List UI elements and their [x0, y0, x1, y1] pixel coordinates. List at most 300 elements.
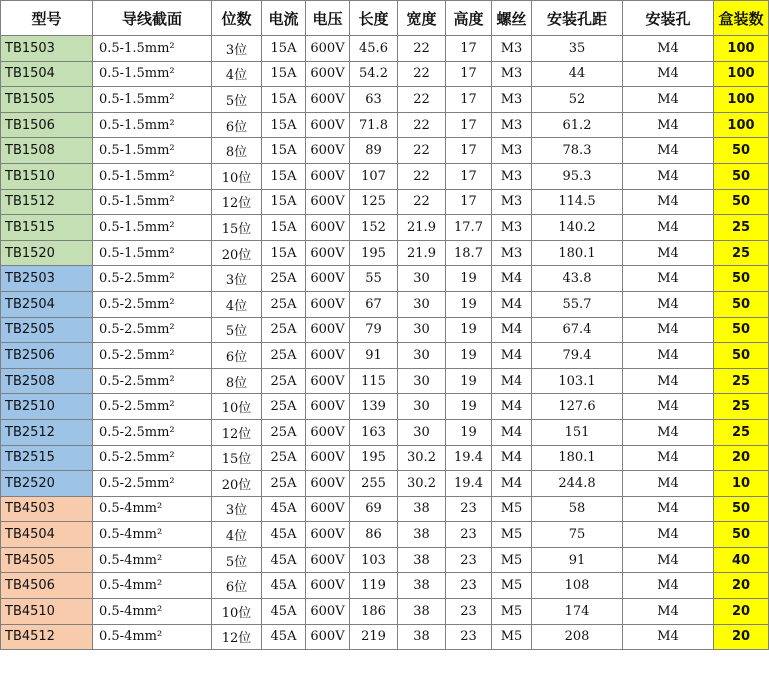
table-row: [1, 368, 769, 394]
cell-width: 38: [398, 599, 446, 625]
cell-height: 19.4: [446, 445, 492, 471]
cell-voltage: 600V: [306, 87, 350, 113]
cell-screw: M4: [492, 317, 532, 343]
cell-box-quantity: 50: [714, 317, 769, 343]
cell-model: TB1510: [1, 163, 93, 189]
cell-height: 17: [446, 163, 492, 189]
cell-height: 23: [446, 624, 492, 650]
cell-positions: 6位: [212, 573, 262, 599]
cell-box-quantity: 25: [714, 215, 769, 241]
cell-model: TB4510: [1, 599, 93, 625]
cell-positions: 4位: [212, 291, 262, 317]
cell-mount-hole: M4: [623, 624, 714, 650]
cell-positions: 6位: [212, 112, 262, 138]
cell-wire-section: 0.5-4mm²: [93, 624, 212, 650]
cell-model: TB1520: [1, 240, 93, 266]
cell-mount-hole-pitch: 44: [532, 61, 623, 87]
table-row: [1, 240, 769, 266]
cell-voltage: 600V: [306, 138, 350, 164]
cell-box-quantity: 25: [714, 240, 769, 266]
cell-screw: M4: [492, 471, 532, 497]
cell-mount-hole: M4: [623, 445, 714, 471]
cell-wire-section: 0.5-4mm²: [93, 522, 212, 548]
cell-box-quantity: 20: [714, 624, 769, 650]
cell-mount-hole: M4: [623, 419, 714, 445]
cell-width: 30: [398, 368, 446, 394]
cell-mount-hole-pitch: 103.1: [532, 368, 623, 394]
cell-mount-hole-pitch: 58: [532, 496, 623, 522]
cell-box-quantity: 25: [714, 394, 769, 420]
cell-voltage: 600V: [306, 61, 350, 87]
cell-width: 22: [398, 138, 446, 164]
cell-voltage: 600V: [306, 522, 350, 548]
cell-screw: M4: [492, 266, 532, 292]
cell-screw: M3: [492, 189, 532, 215]
cell-screw: M4: [492, 419, 532, 445]
cell-mount-hole-pitch: 75: [532, 522, 623, 548]
cell-voltage: 600V: [306, 445, 350, 471]
cell-mount-hole-pitch: 127.6: [532, 394, 623, 420]
cell-screw: M4: [492, 343, 532, 369]
cell-model: TB4506: [1, 573, 93, 599]
table-row: [1, 291, 769, 317]
cell-voltage: 600V: [306, 394, 350, 420]
cell-box-quantity: 50: [714, 343, 769, 369]
cell-length: 54.2: [350, 61, 398, 87]
header-screw: 螺丝: [492, 1, 532, 36]
cell-voltage: 600V: [306, 291, 350, 317]
cell-model: TB4504: [1, 522, 93, 548]
cell-positions: 12位: [212, 419, 262, 445]
cell-height: 19: [446, 317, 492, 343]
cell-width: 38: [398, 496, 446, 522]
cell-mount-hole: M4: [623, 599, 714, 625]
cell-wire-section: 0.5-1.5mm²: [93, 163, 212, 189]
cell-current: 25A: [262, 317, 306, 343]
cell-box-quantity: 100: [714, 36, 769, 62]
cell-current: 45A: [262, 624, 306, 650]
cell-box-quantity: 10: [714, 471, 769, 497]
cell-height: 17: [446, 36, 492, 62]
cell-mount-hole: M4: [623, 112, 714, 138]
cell-box-quantity: 20: [714, 599, 769, 625]
cell-model: TB1506: [1, 112, 93, 138]
cell-screw: M5: [492, 522, 532, 548]
header-mount-hole-pitch: 安装孔距: [532, 1, 623, 36]
cell-length: 86: [350, 522, 398, 548]
cell-height: 17: [446, 112, 492, 138]
cell-width: 38: [398, 624, 446, 650]
cell-mount-hole: M4: [623, 36, 714, 62]
cell-box-quantity: 40: [714, 547, 769, 573]
cell-length: 125: [350, 189, 398, 215]
table-row: [1, 394, 769, 420]
cell-current: 25A: [262, 394, 306, 420]
cell-current: 25A: [262, 419, 306, 445]
header-wire-section: 导线截面: [93, 1, 212, 36]
cell-voltage: 600V: [306, 112, 350, 138]
cell-width: 30: [398, 394, 446, 420]
header-model: 型号: [1, 1, 93, 36]
cell-length: 152: [350, 215, 398, 241]
cell-screw: M3: [492, 138, 532, 164]
cell-model: TB2512: [1, 419, 93, 445]
cell-voltage: 600V: [306, 419, 350, 445]
cell-voltage: 600V: [306, 317, 350, 343]
cell-height: 19: [446, 368, 492, 394]
cell-wire-section: 0.5-2.5mm²: [93, 266, 212, 292]
cell-screw: M3: [492, 61, 532, 87]
cell-mount-hole: M4: [623, 496, 714, 522]
cell-mount-hole: M4: [623, 138, 714, 164]
cell-length: 115: [350, 368, 398, 394]
cell-voltage: 600V: [306, 240, 350, 266]
table-row: [1, 522, 769, 548]
cell-mount-hole-pitch: 78.3: [532, 138, 623, 164]
cell-voltage: 600V: [306, 266, 350, 292]
cell-current: 45A: [262, 599, 306, 625]
cell-length: 103: [350, 547, 398, 573]
cell-wire-section: 0.5-1.5mm²: [93, 138, 212, 164]
cell-positions: 6位: [212, 343, 262, 369]
cell-height: 19.4: [446, 471, 492, 497]
cell-length: 195: [350, 240, 398, 266]
cell-wire-section: 0.5-2.5mm²: [93, 394, 212, 420]
table-row: [1, 61, 769, 87]
cell-screw: M3: [492, 112, 532, 138]
cell-box-quantity: 100: [714, 61, 769, 87]
table-row: [1, 547, 769, 573]
table-row: [1, 317, 769, 343]
cell-wire-section: 0.5-4mm²: [93, 599, 212, 625]
cell-screw: M3: [492, 215, 532, 241]
cell-width: 38: [398, 547, 446, 573]
cell-model: TB2508: [1, 368, 93, 394]
cell-positions: 20位: [212, 240, 262, 266]
cell-mount-hole-pitch: 174: [532, 599, 623, 625]
cell-model: TB1505: [1, 87, 93, 113]
cell-width: 22: [398, 189, 446, 215]
cell-height: 17: [446, 138, 492, 164]
cell-height: 19: [446, 343, 492, 369]
table-row: [1, 496, 769, 522]
cell-mount-hole-pitch: 108: [532, 573, 623, 599]
cell-voltage: 600V: [306, 624, 350, 650]
cell-width: 30: [398, 291, 446, 317]
table-row: [1, 343, 769, 369]
cell-screw: M4: [492, 291, 532, 317]
cell-length: 107: [350, 163, 398, 189]
cell-voltage: 600V: [306, 189, 350, 215]
cell-current: 15A: [262, 112, 306, 138]
header-voltage: 电压: [306, 1, 350, 36]
cell-mount-hole: M4: [623, 215, 714, 241]
cell-current: 25A: [262, 291, 306, 317]
cell-positions: 5位: [212, 317, 262, 343]
cell-mount-hole-pitch: 52: [532, 87, 623, 113]
cell-voltage: 600V: [306, 547, 350, 573]
cell-width: 30: [398, 266, 446, 292]
cell-model: TB4505: [1, 547, 93, 573]
cell-mount-hole-pitch: 114.5: [532, 189, 623, 215]
header-width: 宽度: [398, 1, 446, 36]
cell-box-quantity: 50: [714, 522, 769, 548]
table-row: [1, 599, 769, 625]
cell-positions: 3位: [212, 496, 262, 522]
cell-model: TB2515: [1, 445, 93, 471]
cell-model: TB2503: [1, 266, 93, 292]
cell-box-quantity: 50: [714, 163, 769, 189]
cell-mount-hole: M4: [623, 189, 714, 215]
cell-box-quantity: 50: [714, 189, 769, 215]
cell-positions: 5位: [212, 87, 262, 113]
cell-box-quantity: 20: [714, 445, 769, 471]
cell-screw: M5: [492, 547, 532, 573]
cell-mount-hole: M4: [623, 343, 714, 369]
header-positions: 位数: [212, 1, 262, 36]
cell-wire-section: 0.5-2.5mm²: [93, 368, 212, 394]
table-row: [1, 87, 769, 113]
cell-mount-hole: M4: [623, 266, 714, 292]
cell-positions: 4位: [212, 522, 262, 548]
cell-positions: 15位: [212, 215, 262, 241]
cell-screw: M3: [492, 36, 532, 62]
cell-current: 25A: [262, 445, 306, 471]
cell-current: 25A: [262, 343, 306, 369]
cell-current: 15A: [262, 189, 306, 215]
cell-positions: 12位: [212, 189, 262, 215]
cell-mount-hole-pitch: 67.4: [532, 317, 623, 343]
cell-model: TB2504: [1, 291, 93, 317]
cell-width: 22: [398, 61, 446, 87]
cell-mount-hole-pitch: 35: [532, 36, 623, 62]
cell-voltage: 600V: [306, 163, 350, 189]
cell-height: 17.7: [446, 215, 492, 241]
cell-mount-hole-pitch: 180.1: [532, 445, 623, 471]
cell-length: 67: [350, 291, 398, 317]
cell-width: 38: [398, 573, 446, 599]
cell-mount-hole: M4: [623, 522, 714, 548]
cell-width: 21.9: [398, 240, 446, 266]
cell-voltage: 600V: [306, 368, 350, 394]
header-height: 高度: [446, 1, 492, 36]
cell-positions: 3位: [212, 36, 262, 62]
cell-mount-hole-pitch: 79.4: [532, 343, 623, 369]
cell-wire-section: 0.5-1.5mm²: [93, 61, 212, 87]
cell-height: 23: [446, 522, 492, 548]
cell-length: 63: [350, 87, 398, 113]
cell-positions: 20位: [212, 471, 262, 497]
cell-height: 18.7: [446, 240, 492, 266]
cell-box-quantity: 25: [714, 419, 769, 445]
cell-mount-hole: M4: [623, 240, 714, 266]
cell-current: 45A: [262, 496, 306, 522]
cell-height: 23: [446, 599, 492, 625]
table-row: [1, 163, 769, 189]
cell-mount-hole-pitch: 180.1: [532, 240, 623, 266]
cell-positions: 8位: [212, 138, 262, 164]
cell-width: 22: [398, 36, 446, 62]
cell-positions: 3位: [212, 266, 262, 292]
cell-positions: 4位: [212, 61, 262, 87]
table-row: [1, 573, 769, 599]
cell-voltage: 600V: [306, 36, 350, 62]
cell-mount-hole: M4: [623, 368, 714, 394]
cell-wire-section: 0.5-1.5mm²: [93, 112, 212, 138]
cell-model: TB2520: [1, 471, 93, 497]
cell-length: 71.8: [350, 112, 398, 138]
cell-mount-hole-pitch: 208: [532, 624, 623, 650]
cell-box-quantity: 100: [714, 112, 769, 138]
table-row: [1, 266, 769, 292]
table-row: [1, 138, 769, 164]
cell-voltage: 600V: [306, 471, 350, 497]
cell-mount-hole-pitch: 61.2: [532, 112, 623, 138]
cell-length: 69: [350, 496, 398, 522]
cell-length: 139: [350, 394, 398, 420]
cell-mount-hole: M4: [623, 547, 714, 573]
cell-mount-hole: M4: [623, 163, 714, 189]
table-row: [1, 112, 769, 138]
cell-height: 17: [446, 87, 492, 113]
cell-width: 30.2: [398, 471, 446, 497]
cell-current: 15A: [262, 215, 306, 241]
cell-length: 45.6: [350, 36, 398, 62]
cell-width: 22: [398, 112, 446, 138]
cell-mount-hole: M4: [623, 471, 714, 497]
header-current: 电流: [262, 1, 306, 36]
cell-wire-section: 0.5-1.5mm²: [93, 215, 212, 241]
cell-height: 19: [446, 266, 492, 292]
cell-screw: M5: [492, 599, 532, 625]
cell-model: TB4512: [1, 624, 93, 650]
cell-screw: M4: [492, 368, 532, 394]
cell-height: 19: [446, 291, 492, 317]
cell-mount-hole: M4: [623, 573, 714, 599]
cell-wire-section: 0.5-2.5mm²: [93, 291, 212, 317]
cell-positions: 10位: [212, 599, 262, 625]
cell-model: TB1508: [1, 138, 93, 164]
cell-mount-hole-pitch: 43.8: [532, 266, 623, 292]
header-mount-hole: 安装孔: [623, 1, 714, 36]
cell-box-quantity: 50: [714, 496, 769, 522]
cell-mount-hole: M4: [623, 61, 714, 87]
cell-screw: M5: [492, 624, 532, 650]
cell-current: 25A: [262, 368, 306, 394]
cell-height: 19: [446, 419, 492, 445]
cell-wire-section: 0.5-1.5mm²: [93, 189, 212, 215]
cell-wire-section: 0.5-4mm²: [93, 547, 212, 573]
cell-width: 21.9: [398, 215, 446, 241]
cell-positions: 5位: [212, 547, 262, 573]
cell-box-quantity: 25: [714, 368, 769, 394]
cell-mount-hole-pitch: 244.8: [532, 471, 623, 497]
cell-length: 91: [350, 343, 398, 369]
cell-length: 163: [350, 419, 398, 445]
table-row: [1, 471, 769, 497]
cell-length: 119: [350, 573, 398, 599]
cell-mount-hole-pitch: 140.2: [532, 215, 623, 241]
table-header: [1, 1, 769, 36]
cell-model: TB1512: [1, 189, 93, 215]
cell-mount-hole-pitch: 151: [532, 419, 623, 445]
header-row: [1, 1, 769, 36]
cell-current: 15A: [262, 138, 306, 164]
cell-positions: 15位: [212, 445, 262, 471]
header-length: 长度: [350, 1, 398, 36]
cell-mount-hole-pitch: 55.7: [532, 291, 623, 317]
cell-voltage: 600V: [306, 215, 350, 241]
cell-model: TB1503: [1, 36, 93, 62]
cell-voltage: 600V: [306, 599, 350, 625]
cell-wire-section: 0.5-2.5mm²: [93, 343, 212, 369]
cell-wire-section: 0.5-4mm²: [93, 496, 212, 522]
cell-height: 19: [446, 394, 492, 420]
table-row: [1, 419, 769, 445]
cell-box-quantity: 50: [714, 291, 769, 317]
cell-screw: M3: [492, 163, 532, 189]
cell-height: 23: [446, 496, 492, 522]
cell-current: 15A: [262, 240, 306, 266]
cell-model: TB1504: [1, 61, 93, 87]
cell-voltage: 600V: [306, 496, 350, 522]
cell-current: 25A: [262, 266, 306, 292]
cell-length: 219: [350, 624, 398, 650]
cell-mount-hole-pitch: 91: [532, 547, 623, 573]
cell-positions: 10位: [212, 163, 262, 189]
cell-model: TB4503: [1, 496, 93, 522]
cell-voltage: 600V: [306, 343, 350, 369]
cell-current: 15A: [262, 61, 306, 87]
cell-length: 195: [350, 445, 398, 471]
cell-current: 15A: [262, 163, 306, 189]
cell-positions: 12位: [212, 624, 262, 650]
cell-current: 45A: [262, 547, 306, 573]
cell-current: 45A: [262, 522, 306, 548]
cell-box-quantity: 100: [714, 87, 769, 113]
cell-current: 25A: [262, 471, 306, 497]
cell-length: 55: [350, 266, 398, 292]
table-row: [1, 36, 769, 62]
cell-width: 30: [398, 317, 446, 343]
table-row: [1, 189, 769, 215]
cell-current: 15A: [262, 36, 306, 62]
cell-mount-hole-pitch: 95.3: [532, 163, 623, 189]
cell-width: 22: [398, 87, 446, 113]
cell-width: 30: [398, 419, 446, 445]
cell-height: 23: [446, 573, 492, 599]
cell-current: 45A: [262, 573, 306, 599]
cell-wire-section: 0.5-2.5mm²: [93, 471, 212, 497]
cell-length: 79: [350, 317, 398, 343]
cell-wire-section: 0.5-2.5mm²: [93, 445, 212, 471]
cell-width: 30: [398, 343, 446, 369]
cell-voltage: 600V: [306, 573, 350, 599]
cell-wire-section: 0.5-4mm²: [93, 573, 212, 599]
cell-height: 17: [446, 61, 492, 87]
cell-positions: 10位: [212, 394, 262, 420]
cell-screw: M5: [492, 573, 532, 599]
cell-wire-section: 0.5-1.5mm²: [93, 36, 212, 62]
cell-screw: M4: [492, 445, 532, 471]
header-box-quantity: 盒装数: [714, 1, 769, 36]
cell-mount-hole: M4: [623, 317, 714, 343]
table-row: [1, 445, 769, 471]
cell-length: 255: [350, 471, 398, 497]
table-body: [1, 36, 769, 650]
cell-positions: 8位: [212, 368, 262, 394]
cell-length: 186: [350, 599, 398, 625]
